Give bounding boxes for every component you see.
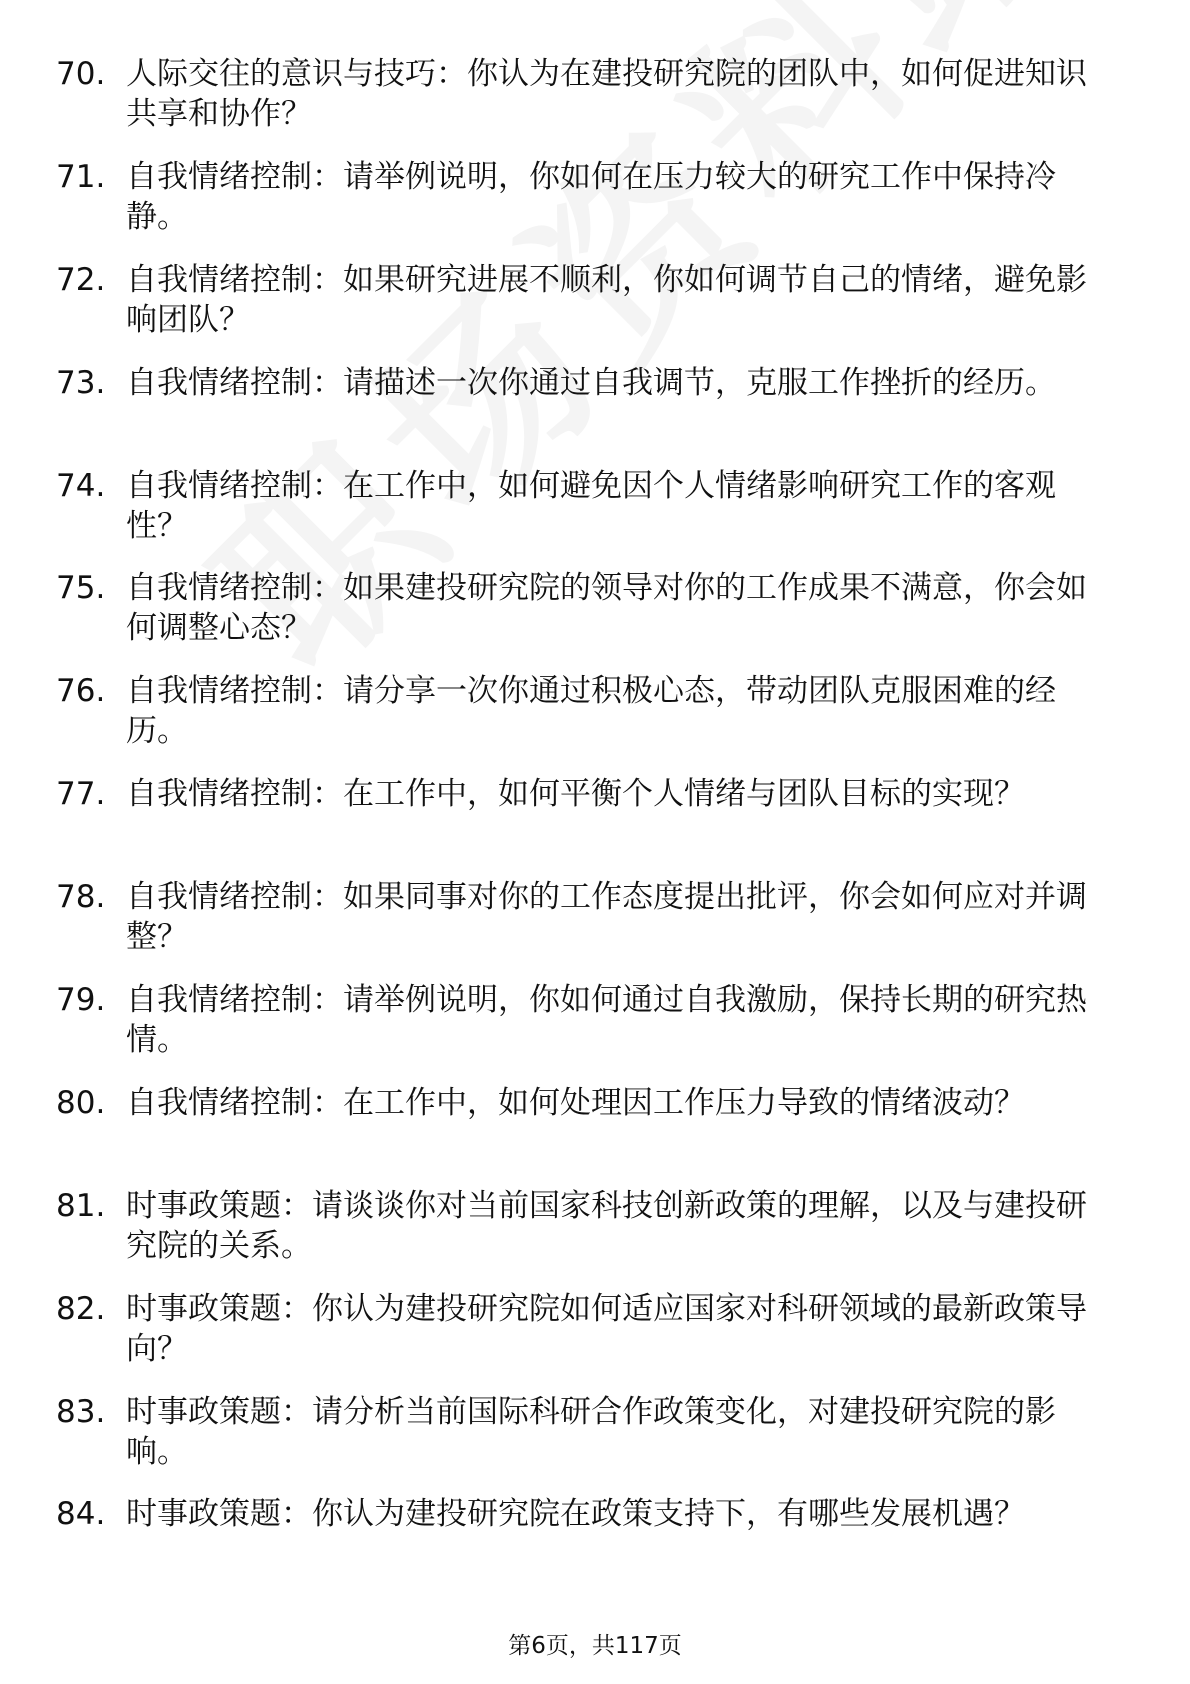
question-text: 时事政策题：你认为建投研究院在政策支持下，有哪些发展机遇？ bbox=[126, 1496, 1025, 1533]
question-item bbox=[0, 1289, 1190, 1392]
question-number: 72. bbox=[56, 261, 106, 298]
question-text: 自我情绪控制：在工作中，如何避免因个人情绪影响研究工作的客观性？ bbox=[126, 467, 1056, 544]
question-text: 自我情绪控制：如果建投研究院的领导对你的工作成果不满意，你会如何调整心态？ bbox=[126, 570, 1087, 647]
question-item bbox=[0, 1083, 1190, 1186]
question-text: 时事政策题：请谈谈你对当前国家科技创新政策的理解，以及与建投研究院的关系。 bbox=[126, 1187, 1087, 1264]
question-item bbox=[0, 1392, 1190, 1495]
question-text: 自我情绪控制：请举例说明，你如何通过自我激励，保持长期的研究热情。 bbox=[126, 982, 1087, 1059]
question-text: 自我情绪控制：请举例说明，你如何在压力较大的研究工作中保持冷静。 bbox=[126, 158, 1056, 235]
question-item bbox=[0, 774, 1190, 877]
question-number: 77. bbox=[56, 776, 106, 813]
question-text: 自我情绪控制：在工作中，如何处理因工作压力导致的情绪波动？ bbox=[126, 1084, 1025, 1121]
question-number: 78. bbox=[56, 879, 106, 916]
question-number: 71. bbox=[56, 158, 106, 195]
question-item bbox=[0, 877, 1190, 980]
question-text: 人际交往的意识与技巧：你认为在建投研究院的团队中，如何促进知识共享和协作？ bbox=[126, 56, 1087, 132]
question-text: 自我情绪控制：请描述一次你通过自我调节，克服工作挫折的经历。 bbox=[126, 364, 1056, 401]
question-item bbox=[0, 671, 1190, 774]
question-item bbox=[0, 363, 1190, 466]
question-text: 自我情绪控制：请分享一次你通过积极心态，带动团队克服困难的经历。 bbox=[126, 673, 1056, 750]
question-number: 79. bbox=[56, 982, 106, 1019]
question-text: 自我情绪控制：在工作中，如何平衡个人情绪与团队目标的实现？ bbox=[126, 776, 1025, 813]
question-number: 75. bbox=[56, 570, 106, 607]
question-item bbox=[0, 568, 1190, 671]
question-text: 时事政策题：请分析当前国际科研合作政策变化，对建投研究院的影响。 bbox=[126, 1393, 1056, 1470]
question-text: 时事政策题：你认为建投研究院如何适应国家对科研领域的最新政策导向？ bbox=[126, 1290, 1087, 1367]
question-number: 80. bbox=[56, 1084, 106, 1121]
question-item bbox=[0, 980, 1190, 1083]
question-item bbox=[0, 157, 1190, 260]
question-number: 81. bbox=[56, 1187, 106, 1224]
question-number: 76. bbox=[56, 673, 106, 710]
question-item bbox=[0, 260, 1190, 363]
question-number: 82. bbox=[56, 1290, 106, 1327]
question-number: 83. bbox=[56, 1393, 106, 1430]
question-item bbox=[0, 1494, 1190, 1597]
question-item bbox=[0, 1186, 1190, 1289]
question-number: 74. bbox=[56, 467, 106, 504]
question-list bbox=[0, 54, 1190, 1597]
question-number: 70. bbox=[56, 56, 106, 92]
question-item bbox=[0, 466, 1190, 569]
question-text: 自我情绪控制：如果研究进展不顺利，你如何调节自己的情绪，避免影响团队？ bbox=[126, 261, 1087, 338]
question-number: 73. bbox=[56, 364, 106, 401]
question-number: 84. bbox=[56, 1496, 106, 1533]
page-footer: 第6页，共117页 bbox=[508, 1633, 682, 1659]
question-item bbox=[0, 54, 1190, 157]
question-text: 自我情绪控制：如果同事对你的工作态度提出批评，你会如何应对并调整？ bbox=[126, 879, 1087, 956]
